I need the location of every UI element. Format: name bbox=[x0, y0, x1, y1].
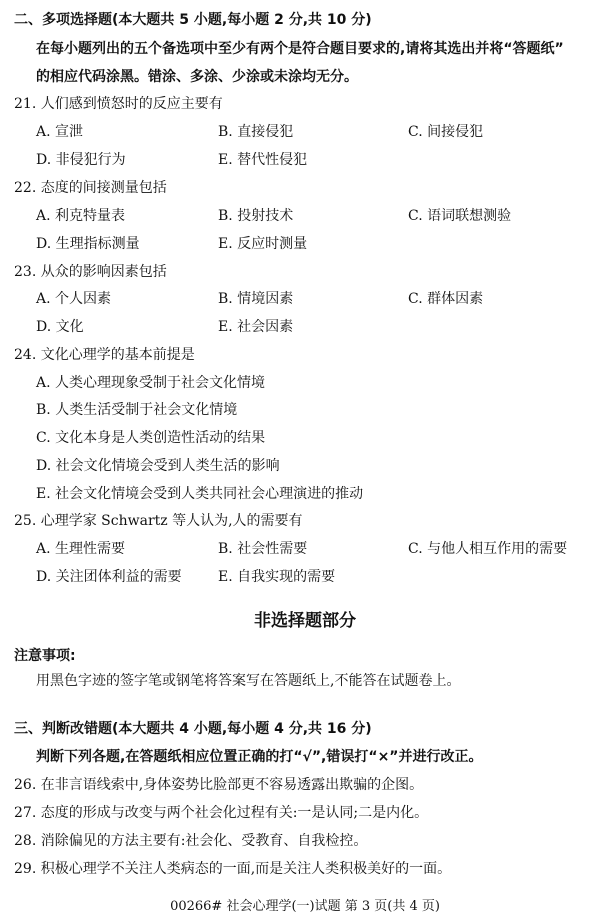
q22-option-d: D. 生理指标测量 bbox=[36, 236, 140, 252]
nonchoice-title: 非选择题部分 bbox=[254, 611, 356, 631]
question-26: 26. 在非言语线索中,身体姿势比脸部更不容易透露出欺骗的企图。 bbox=[14, 777, 424, 793]
question-29: 29. 积极心理学不关注人类病态的一面,而是关注人类积极美好的一面。 bbox=[14, 861, 452, 877]
question-23-stem: 23. 从众的影响因素包括 bbox=[14, 264, 167, 280]
section2-instruction-line2: 的相应代码涂黑。错涂、多涂、少涂或未涂均无分。 bbox=[36, 69, 358, 85]
q23-option-c: C. 群体因素 bbox=[408, 291, 484, 307]
section3-heading: 三、判断改错题(本大题共 4 小题,每小题 4 分,共 16 分) bbox=[14, 721, 372, 737]
q25-option-a: A. 生理性需要 bbox=[36, 541, 126, 557]
q24-option-d: D. 社会文化情境会受到人类生活的影响 bbox=[36, 458, 280, 474]
question-28: 28. 消除偏见的方法主要有:社会化、受教育、自我检控。 bbox=[14, 833, 368, 849]
page-footer: 00266# 社会心理学(一)试题 第 3 页(共 4 页) bbox=[170, 899, 440, 914]
q24-option-e: E. 社会文化情境会受到人类共同社会心理演进的推动 bbox=[36, 486, 364, 502]
section2-instruction-line1: 在每小题列出的五个备选项中至少有两个是符合题目要求的,请将其选出并将“答题纸” bbox=[36, 41, 564, 57]
q21-option-c: C. 间接侵犯 bbox=[408, 124, 484, 140]
q21-option-a: A. 宣泄 bbox=[36, 124, 84, 140]
q23-option-b: B. 情境因素 bbox=[218, 291, 294, 307]
q22-option-e: E. 反应时测量 bbox=[218, 236, 308, 252]
question-24-stem: 24. 文化心理学的基本前提是 bbox=[14, 347, 195, 363]
question-21-stem: 21. 人们感到愤怒时的反应主要有 bbox=[14, 96, 223, 112]
q21-option-e: E. 替代性侵犯 bbox=[218, 152, 308, 168]
notice-label: 注意事项: bbox=[14, 648, 76, 664]
question-27: 27. 态度的形成与改变与两个社会化过程有关:一是认同;二是内化。 bbox=[14, 805, 429, 821]
q23-option-a: A. 个人因素 bbox=[36, 291, 112, 307]
question-22-stem: 22. 态度的间接测量包括 bbox=[14, 180, 167, 196]
q24-option-a: A. 人类心理现象受制于社会文化情境 bbox=[36, 375, 266, 391]
q24-option-b: B. 人类生活受制于社会文化情境 bbox=[36, 402, 238, 418]
q21-option-d: D. 非侵犯行为 bbox=[36, 152, 126, 168]
q22-option-b: B. 投射技术 bbox=[218, 208, 294, 224]
q22-option-c: C. 语词联想测验 bbox=[408, 208, 512, 224]
q25-option-c: C. 与他人相互作用的需要 bbox=[408, 541, 568, 557]
section2-heading: 二、多项选择题(本大题共 5 小题,每小题 2 分,共 10 分) bbox=[14, 12, 372, 28]
q23-option-e: E. 社会因素 bbox=[218, 319, 294, 335]
q24-option-c: C. 文化本身是人类创造性活动的结果 bbox=[36, 430, 266, 446]
q25-option-b: B. 社会性需要 bbox=[218, 541, 308, 557]
question-25-stem: 25. 心理学家 Schwartz 等人认为,人的需要有 bbox=[14, 513, 303, 529]
section3-instruction: 判断下列各题,在答题纸相应位置正确的打“√”,错误打“×”并进行改正。 bbox=[36, 749, 483, 765]
q21-option-b: B. 直接侵犯 bbox=[218, 124, 294, 140]
q23-option-d: D. 文化 bbox=[36, 319, 84, 335]
notice-text: 用黑色字迹的签字笔或钢笔将答案写在答题纸上,不能答在试题卷上。 bbox=[36, 673, 461, 689]
q22-option-a: A. 利克特量表 bbox=[36, 208, 126, 224]
q25-option-d: D. 关注团体利益的需要 bbox=[36, 569, 182, 585]
q25-option-e: E. 自我实现的需要 bbox=[218, 569, 336, 585]
